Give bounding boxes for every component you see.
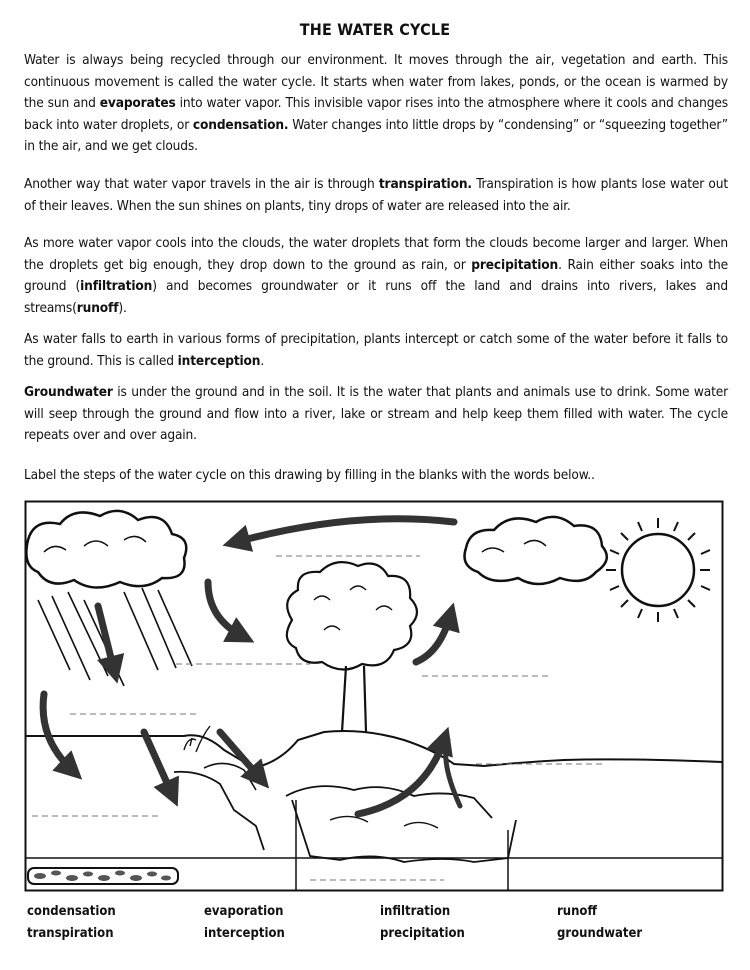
keyword-runoff: runoff xyxy=(76,299,119,316)
groundwater-rocks xyxy=(28,868,178,884)
word-groundwater: groundwater xyxy=(557,926,643,941)
arrow-condensation-icon xyxy=(236,519,454,542)
tree-icon xyxy=(287,562,417,732)
keyword-groundwater: Groundwater xyxy=(24,384,113,400)
paragraph-water-cycle-intro: Water is always being recycled through our environment. It moves through the air, vegetation and earth. This continuous movement is called the water cycle. It starts when water from lakes, ponds, or the ocean is warmed by the sun and evaporates into water vapor. This invisible vapor rises into the atmosphere where it cools and changes back into water droplets, or condensation. Water changes into little drops by “condensing” or “squeezing together” in the air, and we get clouds. xyxy=(24,52,728,154)
instruction-text: Label the steps of the water cycle on this drawing by filling in the blanks with the words below.. xyxy=(24,467,595,483)
arrow-infiltration-icon xyxy=(220,732,260,778)
keyword-interception: interception xyxy=(177,352,261,369)
keyword-evaporates: evaporates xyxy=(99,95,176,111)
paragraph-transpiration: Another way that water vapor travels in the air is through transpiration. Transpiration is how plants lose water out of their leaves. When the sun shines on plants, tiny drops of water are released into the air. xyxy=(24,176,728,214)
paragraph-interception: As water falls to earth in various forms of precipitation, plants intercept or catch some of the water before it falls to the ground. This is called interception. xyxy=(24,331,728,369)
cloud-right-icon xyxy=(465,517,607,584)
sun-icon xyxy=(606,518,710,622)
page-title: THE WATER CYCLE xyxy=(299,20,451,39)
paragraph-precipitation: As more water vapor cools into the clouds, the water droplets that form the clouds become larger and larger. When the droplets get big enough, they drop down to the ground as rain, or precipitation. Rain either soaks into the ground (infiltration) and becomes groundwater or it runs off the land and drains into rivers, lakes and streams(runoff). xyxy=(24,235,729,316)
arrow-evaporation-2-icon xyxy=(446,740,460,806)
water-cycle-diagram xyxy=(24,500,724,892)
keyword-precipitation: precipitation xyxy=(471,256,559,273)
paragraph-groundwater: Groundwater is under the ground and in the soil. It is the water that plants and animals use to drink. Some water will seep through the ground and flow into a river, lake or stream and help keep them filled with water. The cycle repeats over and over again. xyxy=(24,384,728,443)
keyword-infiltration: infiltration xyxy=(80,278,153,294)
word-interception: interception xyxy=(204,926,285,941)
arrow-precipitation-icon xyxy=(208,582,242,636)
keyword-condensation: condensation. xyxy=(192,116,289,133)
arrow-interception-icon xyxy=(144,732,172,794)
word-runoff: runoff xyxy=(557,904,597,919)
word-precipitation: precipitation xyxy=(380,926,465,941)
word-transpiration: transpiration xyxy=(27,926,114,941)
keyword-transpiration: transpiration. xyxy=(378,176,472,192)
land-outline xyxy=(25,731,722,768)
cloud-left-icon xyxy=(26,511,186,588)
arrow-runoff-icon xyxy=(43,694,72,770)
word-evaporation: evaporation xyxy=(204,904,284,919)
word-infiltration: infiltration xyxy=(380,904,451,919)
arrow-transpiration-icon xyxy=(416,616,450,662)
word-condensation: condensation xyxy=(27,904,116,919)
